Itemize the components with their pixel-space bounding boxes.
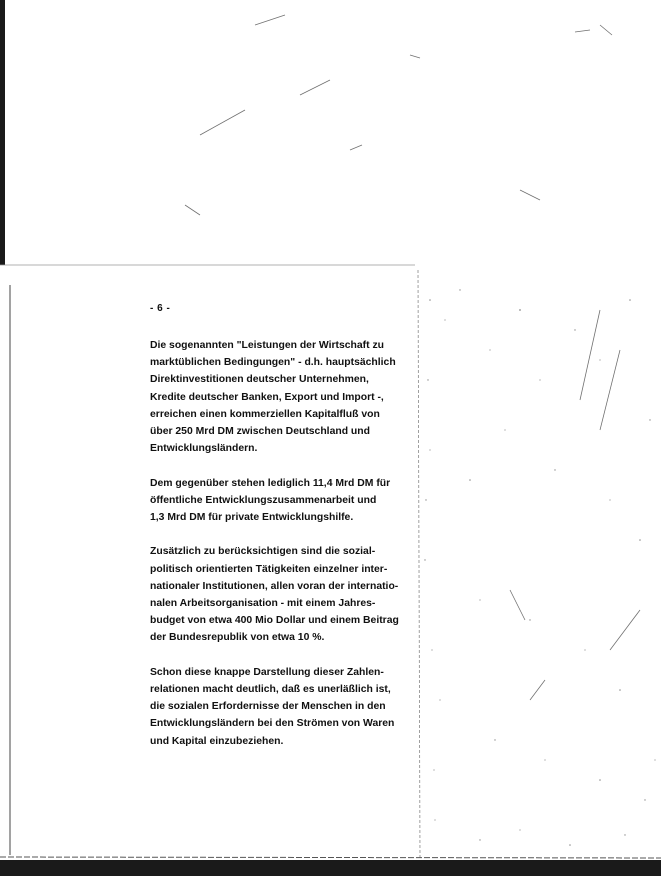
paragraph	[150, 543, 400, 646]
text-line: budget von etwa 400 Mio Dollar und einem Beitrag	[150, 615, 399, 627]
text-line: marktüblichen Bedingungen" - d.h. hauptsächlich	[150, 357, 396, 369]
text-line: politisch orientierten Tätigkeiten einzelner inter-	[150, 563, 388, 575]
text-line: erreichen einen kommerziellen Kapitalfluß von	[150, 408, 380, 420]
text-line: Entwicklungsländern.	[150, 443, 258, 455]
text-line: nalen Arbeitsorganisation - mit einem Jahres-	[150, 598, 376, 610]
paragraph	[150, 664, 400, 750]
left-scan-edge	[0, 0, 5, 265]
bottom-scan-edge	[0, 860, 661, 876]
text-line: Kredite deutscher Banken, Export und Import -,	[150, 391, 384, 403]
text-line: nationaler Institutionen, allen voran der internatio-	[150, 580, 399, 592]
page-number: - 6 -	[150, 303, 171, 314]
paragraph	[150, 337, 400, 457]
text-line: Dem gegenüber stehen lediglich 11,4 Mrd DM für	[150, 477, 391, 489]
text-line: Entwicklungsländern bei den Strömen von Waren	[150, 718, 395, 730]
right-strip-edge	[418, 270, 420, 860]
text-line: die sozialen Erfordernisse der Menschen in den	[150, 701, 386, 713]
text-line: der Bundesrepublik von etwa 10 %.	[150, 632, 325, 644]
text-line: und Kapital einzubeziehen.	[150, 735, 284, 747]
body-text	[150, 337, 400, 767]
text-line: Schon diese knappe Darstellung dieser Zahlen-	[150, 666, 384, 678]
speckle-noise	[424, 289, 655, 846]
text-line: öffentliche Entwicklungszusammenarbeit und	[150, 494, 377, 506]
text-line: 1,3 Mrd DM für private Entwicklungshilfe.	[150, 512, 354, 524]
text-line: relationen macht deutlich, daß es unerläßlich ist,	[150, 684, 391, 696]
text-line: Die sogenannten "Leistungen der Wirtschaft zu	[150, 340, 385, 351]
text-line: Direktinvestitionen deutscher Unternehmen,	[150, 374, 369, 386]
text-line: über 250 Mrd DM zwischen Deutschland und	[150, 426, 370, 438]
text-line: Zusätzlich zu berücksichtigen sind die sozial-	[150, 546, 376, 558]
paragraph	[150, 475, 400, 527]
